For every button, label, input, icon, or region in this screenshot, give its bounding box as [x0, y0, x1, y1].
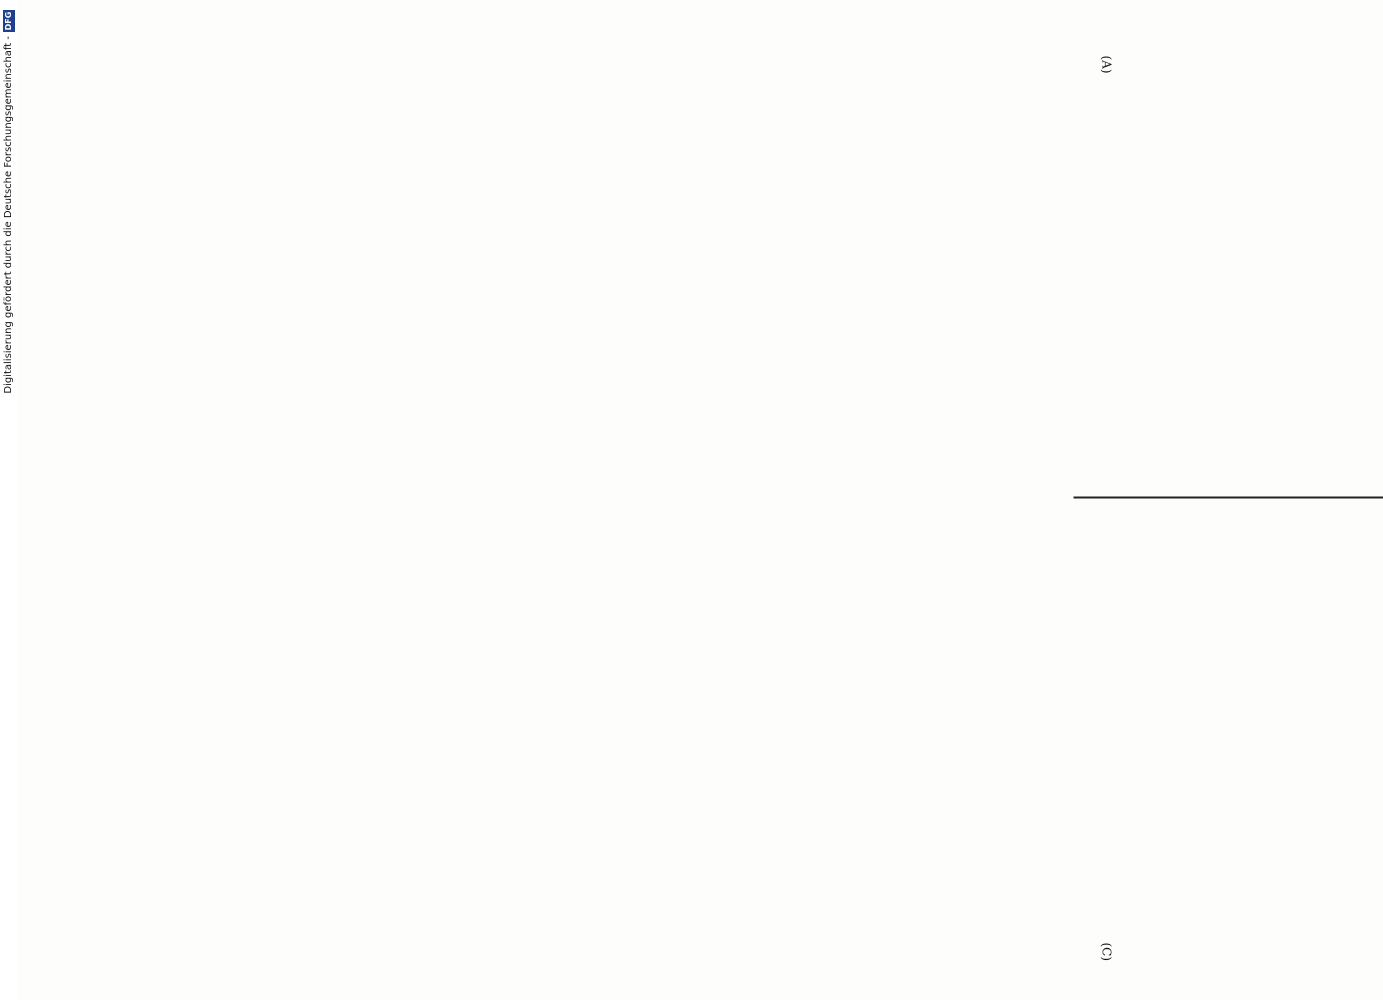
rotated-page-wrapper	[1000, 0, 1383, 1000]
column-divider	[1073, 496, 1383, 498]
digitization-credit	[0, 0, 18, 1000]
credit-text: Digitalisierung gefördert durch die Deutsche Forschungsgemeinschaft -	[3, 36, 14, 394]
dfg-logo-icon: DFG	[4, 11, 13, 31]
digitization-credit-strip	[0, 0, 18, 1000]
document-page	[1000, 0, 1383, 1000]
margin-tag-a: (A)	[1099, 55, 1113, 74]
margin-tag-c: (C)	[1099, 942, 1113, 961]
